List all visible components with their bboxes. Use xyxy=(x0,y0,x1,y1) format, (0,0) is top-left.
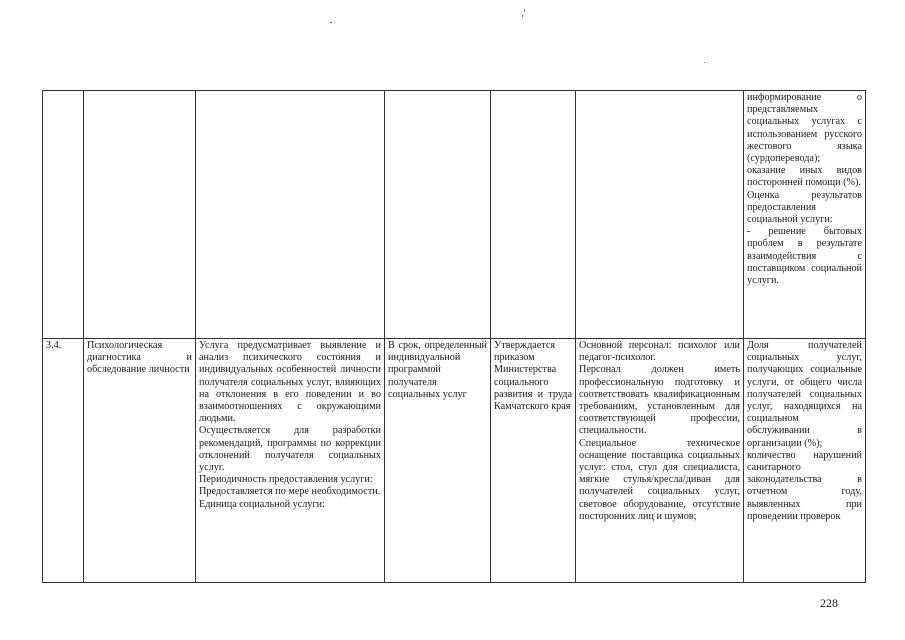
scan-speck xyxy=(522,15,523,17)
scan-speck xyxy=(330,22,332,23)
cell-indicators: информирование о представляемых социальных услугах с использованием русского жестового языка (сурдоперевода); оказание иных видов посторонней помощи (%). Оценка результатов предоставления социальной услуги: - решение бытовых проблем в результате взаимодействия с поставщиком социальной услуги. xyxy=(744,91,866,339)
cell-tariff xyxy=(491,91,576,339)
cell-indicators: Доля получателей социальных услуг, получающих социальные услуги, от общего числа получателей социальных услуг, находящихся на социальном обслуживании в организации (%); количество нарушений санитарного законодательства в отчетном году, выявленных при проведении проверок xyxy=(744,339,866,583)
scan-speck xyxy=(704,62,705,63)
cell-description xyxy=(196,91,385,339)
cell-number xyxy=(43,91,84,339)
cell-term: В срок, определенный индивидуальной программой получателя социальных услуг xyxy=(385,339,491,583)
cell-tariff: Утверждается приказом Министерства социального развития и труда Камчатского края xyxy=(491,339,576,583)
cell-service-name xyxy=(84,91,196,339)
cell-description: Услуга предусматривает выявление и анализ психического состояния и индивидуальных особенностей личности получателя социальных услуг, влияющих на отклонения в его поведении и во взаимоотношениях с окружающими людьми. Осуществляется для разработки рекомендаций, программы по коррекции отклонений получателя социальных услуг. Периодичность предоставления услуги: Предоставляется по мере необходимости. Единица социальной услуги: xyxy=(196,339,385,583)
services-table xyxy=(42,90,866,583)
cell-conditions: Основной персонал: психолог или педагог-психолог. Персонал должен иметь профессиональную подготовку и соответствовать квалификационным требованиям, установленным для соответствующей профессии, специальности. Специальное техническое оснащение поставщика социальных услуг: стол, стул для специалиста, мягкие стулья/кресла/диван для получателей социальных услуг, световое оборудование, отсутствие посторонних лиц и шумов; xyxy=(576,339,744,583)
table-row-3-4 xyxy=(43,339,866,583)
scan-speck xyxy=(524,9,525,12)
cell-term xyxy=(385,91,491,339)
cell-number: 3.4. xyxy=(43,339,84,583)
cell-service-name: Психологическая диагностика и обследование личности xyxy=(84,339,196,583)
cell-conditions xyxy=(576,91,744,339)
table-row-continued xyxy=(43,91,866,339)
page-number: 228 xyxy=(820,596,838,610)
